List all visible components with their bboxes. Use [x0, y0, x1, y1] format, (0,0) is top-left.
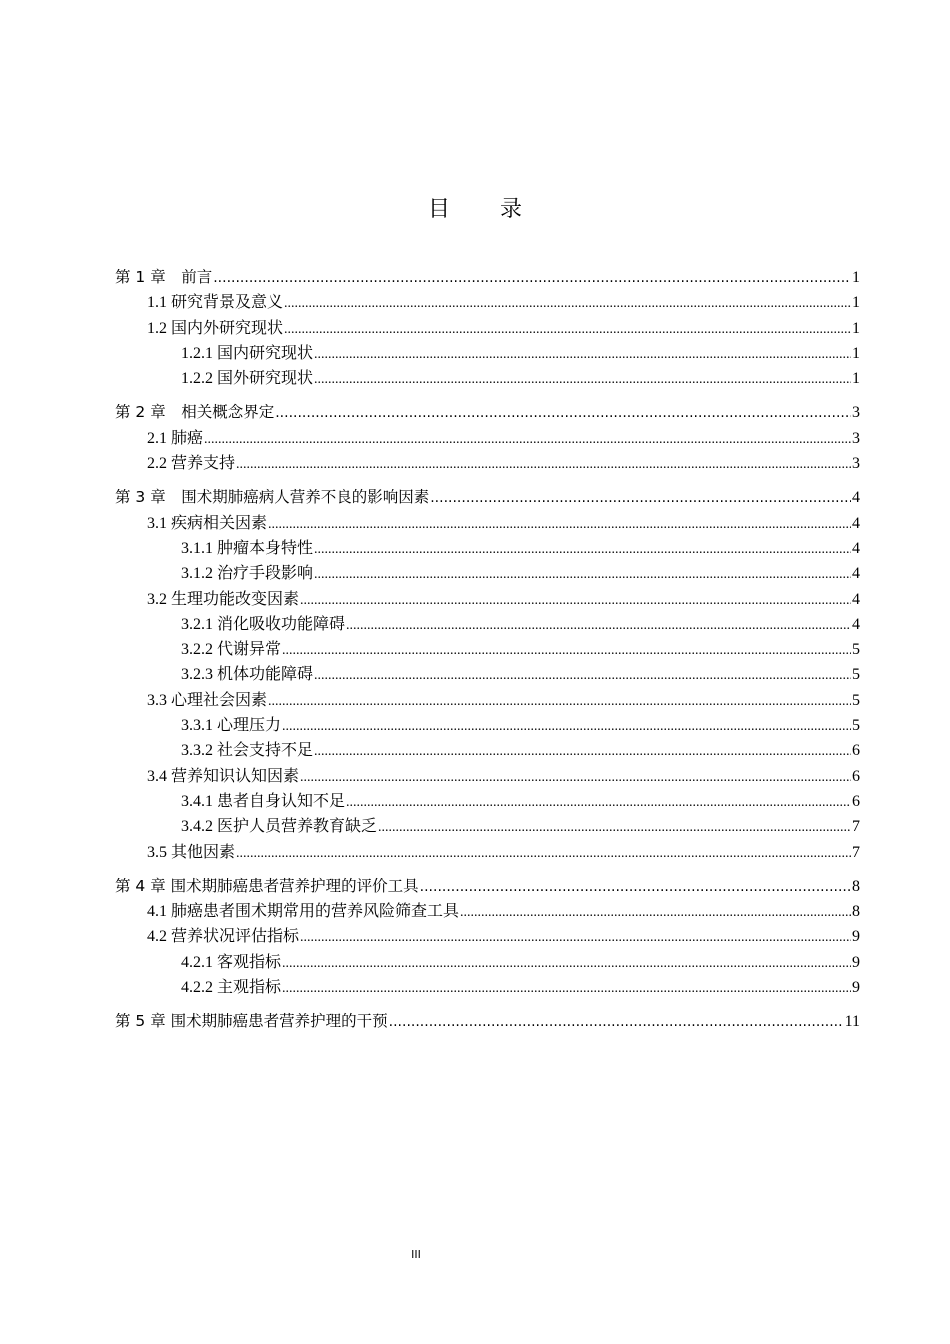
- dot-leader: [378, 815, 851, 840]
- toc-entry-3-2[interactable]: [115, 587, 860, 612]
- toc-entry-label: 3.4 营养知识认知因素: [147, 767, 300, 785]
- toc-entry-3-2-3[interactable]: [115, 662, 860, 687]
- toc-entry-label: 3.4.2 医护人员营养教育缺乏: [181, 818, 378, 836]
- toc-entry-page: 6: [852, 767, 860, 785]
- toc-entry-page: 4: [852, 590, 860, 608]
- toc-entry-3-1-1[interactable]: [115, 536, 860, 561]
- toc-entry-page: 4: [852, 539, 860, 557]
- toc-entry-label: 2.2 营养支持: [147, 455, 236, 473]
- toc-entry-page: 1: [852, 344, 860, 362]
- toc-entry-label: 第 3 章 围术期肺癌病人营养不良的影响因素: [115, 488, 430, 507]
- toc-entry-3-1[interactable]: [115, 511, 860, 536]
- dot-leader: [314, 739, 851, 764]
- page-number: III: [411, 1248, 421, 1261]
- toc-entry-page: 9: [852, 953, 860, 971]
- toc-entry-page: 6: [852, 792, 860, 810]
- toc-entry-3-2-2[interactable]: [115, 637, 860, 662]
- toc-entry-label: 3.2 生理功能改变因素: [147, 590, 300, 608]
- toc-entry-3-3-2[interactable]: [115, 738, 860, 763]
- toc-entry-label: 3.3.1 心理压力: [181, 717, 282, 735]
- dot-leader: [282, 951, 851, 976]
- toc-entry-label: 1.2 国内外研究现状: [147, 319, 284, 337]
- toc-entry-chapter-5[interactable]: [115, 1009, 860, 1034]
- toc-entry-1-2-1[interactable]: [115, 341, 860, 366]
- dot-leader: [430, 486, 851, 511]
- toc-entry-page: 1: [852, 319, 860, 337]
- toc-entry-page: 6: [852, 742, 860, 760]
- toc-entry-label: 第 4 章 围术期肺癌患者营养护理的评价工具: [115, 876, 419, 895]
- dot-leader: [236, 452, 851, 477]
- dot-leader: [282, 976, 851, 1001]
- dot-leader: [284, 317, 851, 342]
- dot-leader: [300, 588, 851, 613]
- toc-entry-page: 4: [852, 514, 860, 532]
- toc-entry-3-5[interactable]: [115, 840, 860, 865]
- toc-entry-1-2-2[interactable]: [115, 366, 860, 391]
- toc-entry-page: 1: [852, 370, 860, 388]
- toc-entry-chapter-2[interactable]: [115, 400, 860, 425]
- toc-entry-chapter-3[interactable]: [115, 485, 860, 510]
- toc-entry-label: 3.3 心理社会因素: [147, 691, 268, 709]
- toc-entry-label: 第 1 章 前言: [115, 268, 213, 286]
- dot-leader: [314, 367, 851, 392]
- dot-leader: [300, 925, 851, 950]
- toc-entry-page: 7: [852, 818, 860, 836]
- toc-entry-label: 1.2.1 国内研究现状: [181, 344, 314, 362]
- toc-entry-4-1[interactable]: [115, 899, 860, 924]
- dot-leader: [268, 512, 851, 537]
- dot-leader: [389, 1010, 844, 1035]
- toc-entry-page: 8: [852, 903, 860, 921]
- dot-leader: [346, 613, 851, 638]
- toc-entry-label: 3.2.2 代谢异常: [181, 641, 282, 659]
- dot-leader: [275, 401, 851, 426]
- dot-leader: [346, 790, 851, 815]
- toc-entry-label: 4.1 肺癌患者围术期常用的营养风险筛查工具: [147, 903, 460, 921]
- toc-entry-label: 1.1 研究背景及意义: [147, 294, 284, 312]
- toc-entry-page: 5: [852, 641, 860, 659]
- toc-entry-page: 4: [852, 615, 860, 633]
- toc-entry-label: 3.5 其他因素: [147, 843, 236, 861]
- toc-entry-label: 2.1 肺癌: [147, 429, 204, 447]
- toc-entry-page: 5: [852, 691, 860, 709]
- toc-entry-label: 3.2.3 机体功能障碍: [181, 666, 314, 684]
- toc-entry-page: 3: [852, 455, 860, 473]
- dot-leader: [268, 689, 851, 714]
- dot-leader: [236, 841, 851, 866]
- toc-entry-label: 3.3.2 社会支持不足: [181, 742, 314, 760]
- toc-entry-page: 11: [844, 1013, 860, 1031]
- dot-leader: [420, 875, 851, 900]
- toc-entry-page: 5: [852, 717, 860, 735]
- toc-entry-1-2[interactable]: [115, 316, 860, 341]
- toc-entry-3-1-2[interactable]: [115, 561, 860, 586]
- dot-leader: [284, 291, 851, 316]
- toc-entry-label: 4.2 营养状况评估指标: [147, 928, 300, 946]
- dot-leader: [460, 900, 851, 925]
- toc-entry-chapter-4[interactable]: [115, 874, 860, 899]
- toc-entry-label: 3.1.2 治疗手段影响: [181, 565, 314, 583]
- toc-entry-2-1[interactable]: [115, 426, 860, 451]
- toc-title: 目 录: [427, 197, 536, 222]
- toc-entry-page: 1: [852, 269, 860, 286]
- toc-entry-3-2-1[interactable]: [115, 612, 860, 637]
- toc-entry-3-4-1[interactable]: [115, 789, 860, 814]
- dot-leader: [204, 427, 851, 452]
- toc-entry-page: 4: [852, 489, 860, 507]
- toc-entry-label: 4.2.2 主观指标: [181, 979, 282, 997]
- toc-entry-2-2[interactable]: [115, 451, 860, 476]
- dot-leader: [314, 537, 851, 562]
- toc-entry-page: 1: [852, 294, 860, 312]
- dot-leader: [314, 342, 851, 367]
- toc-entry-3-3[interactable]: [115, 688, 860, 713]
- toc-entry-4-2-2[interactable]: [115, 975, 860, 1000]
- dot-leader: [282, 714, 851, 739]
- toc-entry-3-3-1[interactable]: [115, 713, 860, 738]
- dot-leader: [300, 765, 851, 790]
- toc-entry-page: 4: [852, 565, 860, 583]
- toc-entry-3-4-2[interactable]: [115, 814, 860, 839]
- toc-entry-4-2[interactable]: [115, 924, 860, 949]
- toc-entry-label: 3.1.1 肿瘤本身特性: [181, 539, 314, 557]
- toc-entry-page: 5: [852, 666, 860, 684]
- toc-entry-chapter-1[interactable]: [115, 265, 860, 290]
- table-of-contents: [115, 265, 860, 1035]
- toc-entry-page: 7: [852, 843, 860, 861]
- toc-entry-4-2-1[interactable]: [115, 950, 860, 975]
- toc-entry-label: 3.4.1 患者自身认知不足: [181, 792, 346, 810]
- toc-entry-label: 3.1 疾病相关因素: [147, 514, 268, 532]
- toc-entry-label: 4.2.1 客观指标: [181, 953, 282, 971]
- toc-entry-label: 第 2 章 相关概念界定: [115, 403, 275, 422]
- toc-entry-1-1[interactable]: [115, 290, 860, 315]
- dot-leader: [314, 562, 851, 587]
- toc-entry-page: 9: [852, 979, 860, 997]
- dot-leader: [213, 266, 851, 291]
- toc-entry-label: 1.2.2 国外研究现状: [181, 370, 314, 388]
- toc-entry-label: 第 5 章 围术期肺癌患者营养护理的干预: [115, 1012, 388, 1031]
- dot-leader: [314, 663, 851, 688]
- toc-entry-3-4[interactable]: [115, 764, 860, 789]
- toc-entry-label: 3.2.1 消化吸收功能障碍: [181, 615, 346, 633]
- toc-entry-page: 8: [852, 877, 860, 895]
- toc-entry-page: 9: [852, 928, 860, 946]
- toc-entry-page: 3: [852, 404, 860, 422]
- dot-leader: [282, 638, 851, 663]
- toc-entry-page: 3: [852, 429, 860, 447]
